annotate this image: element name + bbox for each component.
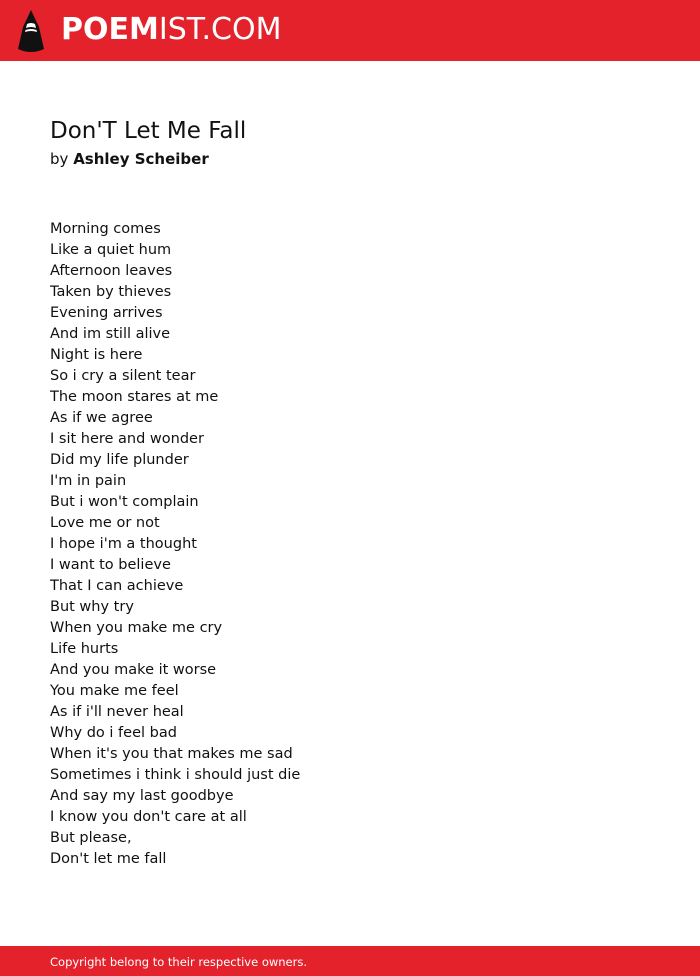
poem-line: I sit here and wonder <box>50 431 204 447</box>
poem-line: Don't let me fall <box>50 851 167 867</box>
poem-line: As if we agree <box>50 410 153 426</box>
poem-line: That I can achieve <box>50 578 184 594</box>
pencil-tip-icon[interactable] <box>17 9 45 53</box>
poem-line: But why try <box>50 599 134 615</box>
poem-line: You make me feel <box>50 683 179 699</box>
poem-line: When it's you that makes me sad <box>50 746 293 762</box>
poem-line: And you make it worse <box>50 662 217 678</box>
poem-line: Night is here <box>50 347 143 363</box>
poem-line: Evening arrives <box>50 305 163 321</box>
poem-line: As if i'll never heal <box>50 704 184 720</box>
site-footer <box>0 946 700 976</box>
copyright-text: Copyright belong to their respective owners. <box>50 955 308 969</box>
poem-line: Afternoon leaves <box>50 263 173 279</box>
author-name: Ashley Scheiber <box>73 150 209 168</box>
by-prefix: by <box>50 150 69 168</box>
poem-line: I want to believe <box>50 557 171 573</box>
poem-line: Taken by thieves <box>50 284 172 300</box>
poem-line: Sometimes i think i should just die <box>50 767 301 783</box>
poem-line: But i won't complain <box>50 494 199 510</box>
poem-line: When you make me cry <box>50 620 223 636</box>
byline <box>50 148 209 170</box>
poem-line: Morning comes <box>50 221 161 237</box>
poem-line: But please, <box>50 830 132 846</box>
poem-line: Life hurts <box>50 641 119 657</box>
poem-line: I know you don't care at all <box>50 809 247 825</box>
logo-light-text: IST.COM <box>158 12 282 47</box>
poem-line: The moon stares at me <box>50 389 219 405</box>
poem-line: And im still alive <box>50 326 171 342</box>
poem-body <box>50 219 300 870</box>
poem-title: Don'T Let Me Fall <box>50 118 247 144</box>
poem-line: So i cry a silent tear <box>50 368 196 384</box>
poem-line: Like a quiet hum <box>50 242 172 258</box>
logo-bold-text: POEM <box>61 12 159 47</box>
poem-line: And say my last goodbye <box>50 788 234 804</box>
poem-line: Love me or not <box>50 515 160 531</box>
poem-line: I hope i'm a thought <box>50 536 197 552</box>
site-logo[interactable] <box>61 12 281 48</box>
site-header <box>0 0 700 61</box>
poem-line: Why do i feel bad <box>50 725 177 741</box>
poem-line: Did my life plunder <box>50 452 189 468</box>
poem-line: I'm in pain <box>50 473 127 489</box>
